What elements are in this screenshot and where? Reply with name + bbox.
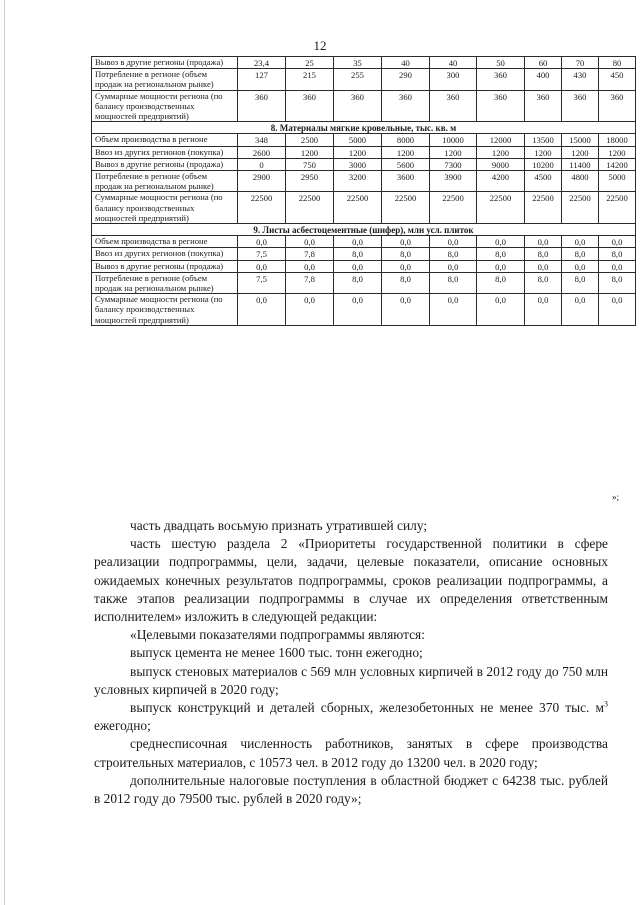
paragraph-2: часть шестую раздела 2 «Приоритеты государственной политики в сфере реализации подпрограммы, цели, задачи, целевые показатели, описание основных ожидаемых конечных результатов подпрограммы, сроков реализации подпрограммы, а также этапов реализации подпрограммы в случае их определения ответственным исполнителем» изложить в следующей редакции: xyxy=(94,536,608,625)
row-label: Потребление в регионе (объем продаж на региональном рынке) xyxy=(92,272,238,293)
table-cell: 22500 xyxy=(477,192,525,224)
table-cell: 3200 xyxy=(334,171,382,192)
table-row xyxy=(92,260,636,272)
cubic-superscript: 3 xyxy=(604,699,608,709)
table-cell: 22500 xyxy=(382,192,430,224)
table-cell: 0,0 xyxy=(562,294,599,326)
table-cell: 8,0 xyxy=(382,248,430,260)
table-cell: 22500 xyxy=(599,192,636,224)
scan-edge-line xyxy=(4,0,5,905)
table-cell: 9000 xyxy=(477,158,525,170)
table-cell: 0,0 xyxy=(477,260,525,272)
table-cell: 3600 xyxy=(382,171,430,192)
table-cell: 22500 xyxy=(286,192,334,224)
row-label: Ввоз из других регионов (покупка) xyxy=(92,146,238,158)
page-number: 12 xyxy=(313,38,327,53)
table-cell: 70 xyxy=(562,57,599,69)
table-row xyxy=(92,294,636,326)
table-cell: 0,0 xyxy=(334,260,382,272)
table-cell: 7,5 xyxy=(238,272,286,293)
paragraph-6: выпуск конструкций и деталей сборных, железобетонных не менее 370 тыс. $м^3$ ежегодно; xyxy=(94,699,608,734)
table-cell: 13500 xyxy=(525,134,562,146)
materials-balance-table xyxy=(91,56,636,326)
table-row xyxy=(92,146,636,158)
table-cell: 360 xyxy=(525,90,562,122)
table-cell: 360 xyxy=(286,90,334,122)
table-cell: 40 xyxy=(430,57,477,69)
row-label: Суммарные мощности региона (по балансу производственных мощностей предприятий) xyxy=(92,90,238,122)
table-cell: 23,4 xyxy=(238,57,286,69)
table-cell: 0,0 xyxy=(286,260,334,272)
table-cell: 0,0 xyxy=(525,294,562,326)
table-cell: 22500 xyxy=(525,192,562,224)
table-row xyxy=(92,57,636,69)
table-cell: 1200 xyxy=(334,146,382,158)
row-label: Вывоз в другие регионы (продажа) xyxy=(92,260,238,272)
table-cell: 0,0 xyxy=(525,260,562,272)
table-cell: 18000 xyxy=(599,134,636,146)
table-cell: 2600 xyxy=(238,146,286,158)
table-cell: 360 xyxy=(238,90,286,122)
section-title: 9. Листы асбестоцементные (шифер), млн усл. плиток xyxy=(92,224,636,236)
table-cell: 22500 xyxy=(430,192,477,224)
table-cell: 8,0 xyxy=(562,272,599,293)
table-cell: 0,0 xyxy=(599,236,636,248)
table-cell: 1200 xyxy=(286,146,334,158)
table-cell: 0,0 xyxy=(562,236,599,248)
table-cell: 1200 xyxy=(477,146,525,158)
table-row xyxy=(92,236,636,248)
table-cell: 40 xyxy=(382,57,430,69)
table-cell: 80 xyxy=(599,57,636,69)
table-row xyxy=(92,134,636,146)
table-row xyxy=(92,69,636,90)
table-cell: 7,8 xyxy=(286,248,334,260)
row-label: Вывоз в другие регионы (продажа) xyxy=(92,158,238,170)
table-cell: 35 xyxy=(334,57,382,69)
table-cell: 25 xyxy=(286,57,334,69)
paragraph-5: выпуск стеновых материалов с 569 млн условных кирпичей в 2012 году до 750 млн условных кирпичей в 2020 году; xyxy=(94,663,608,697)
table-cell: 60 xyxy=(525,57,562,69)
table-cell: 8,0 xyxy=(525,248,562,260)
table-cell: 8,0 xyxy=(430,248,477,260)
table-cell: 10200 xyxy=(525,158,562,170)
table-cell: 0,0 xyxy=(238,236,286,248)
table-cell: 0,0 xyxy=(599,294,636,326)
table-cell: 1200 xyxy=(382,146,430,158)
table-cell: 0,0 xyxy=(286,236,334,248)
table-cell: 750 xyxy=(286,158,334,170)
table-cell: 50 xyxy=(477,57,525,69)
table-cell: 4200 xyxy=(477,171,525,192)
table-row xyxy=(92,90,636,122)
table-row xyxy=(92,158,636,170)
table-cell: 8,0 xyxy=(477,248,525,260)
table-cell: 4800 xyxy=(562,171,599,192)
body-text xyxy=(94,517,608,808)
table-cell: 360 xyxy=(430,90,477,122)
table-cell: 7,8 xyxy=(286,272,334,293)
table-row xyxy=(92,171,636,192)
table-cell: 2950 xyxy=(286,171,334,192)
paragraph-4: выпуск цемента не менее 1600 тыс. тонн ежегодно; xyxy=(130,645,423,661)
table-cell: 14200 xyxy=(599,158,636,170)
table-cell: 0,0 xyxy=(382,294,430,326)
table-cell: 400 xyxy=(525,69,562,90)
table-cell: 300 xyxy=(430,69,477,90)
table-cell: 15000 xyxy=(562,134,599,146)
table-cell: 8,0 xyxy=(334,248,382,260)
row-label: Суммарные мощности региона (по балансу производственных мощностей предприятий) xyxy=(92,192,238,224)
table-cell: 2500 xyxy=(286,134,334,146)
table-cell: 8,0 xyxy=(334,272,382,293)
table-cell: 1200 xyxy=(525,146,562,158)
table-cell: 7300 xyxy=(430,158,477,170)
table-cell: 1200 xyxy=(430,146,477,158)
table-cell: 360 xyxy=(477,69,525,90)
table-cell: 5600 xyxy=(382,158,430,170)
table-row xyxy=(92,248,636,260)
table-cell: 5000 xyxy=(599,171,636,192)
table-cell: 430 xyxy=(562,69,599,90)
section-title: 8. Материалы мягкие кровельные, тыс. кв. м xyxy=(92,122,636,134)
table-cell: 2900 xyxy=(238,171,286,192)
closing-quote-mark: »; xyxy=(612,492,620,502)
table-cell: 360 xyxy=(599,90,636,122)
table-cell: 0,0 xyxy=(382,236,430,248)
table-cell: 11400 xyxy=(562,158,599,170)
row-label: Суммарные мощности региона (по балансу производственных мощностей предприятий) xyxy=(92,294,238,326)
table-cell: 360 xyxy=(382,90,430,122)
table-cell: 22500 xyxy=(562,192,599,224)
table-cell: 5000 xyxy=(334,134,382,146)
table-cell: 22500 xyxy=(238,192,286,224)
table-cell: 0,0 xyxy=(334,294,382,326)
paragraph-8: дополнительные налоговые поступления в областной бюджет с 64238 тыс. рублей в 2012 году до 79500 тыс. рублей в 2020 году»; xyxy=(94,772,608,807)
table-cell: 290 xyxy=(382,69,430,90)
table-cell: 22500 xyxy=(334,192,382,224)
table-cell: 0,0 xyxy=(238,294,286,326)
table-cell: 1200 xyxy=(562,146,599,158)
table-cell: 0,0 xyxy=(430,236,477,248)
table-cell: 0,0 xyxy=(430,260,477,272)
table-cell: 0,0 xyxy=(430,294,477,326)
table-cell: 8,0 xyxy=(430,272,477,293)
paragraph-3: «Целевыми показателями подпрограммы являются: xyxy=(130,627,425,643)
table-cell: 0,0 xyxy=(477,294,525,326)
table-cell: 8,0 xyxy=(477,272,525,293)
row-label: Потребление в регионе (объем продаж на региональном рынке) xyxy=(92,171,238,192)
table-cell: 8000 xyxy=(382,134,430,146)
row-label: Ввоз из других регионов (покупка) xyxy=(92,248,238,260)
row-label: Объем производства в регионе xyxy=(92,134,238,146)
table-cell: 0,0 xyxy=(562,260,599,272)
table-row xyxy=(92,272,636,293)
table-cell: 0 xyxy=(238,158,286,170)
row-label: Потребление в регионе (объем продаж на региональном рынке) xyxy=(92,69,238,90)
table-cell: 0,0 xyxy=(382,260,430,272)
table-cell: 0,0 xyxy=(525,236,562,248)
section-header-row xyxy=(92,224,636,236)
table-cell: 348 xyxy=(238,134,286,146)
table-cell: 3900 xyxy=(430,171,477,192)
table-cell: 4500 xyxy=(525,171,562,192)
row-label: Объем производства в регионе xyxy=(92,236,238,248)
table-cell: 8,0 xyxy=(525,272,562,293)
table-cell: 0,0 xyxy=(599,260,636,272)
table-cell: 215 xyxy=(286,69,334,90)
table-row xyxy=(92,192,636,224)
row-label: Вывоз в другие регионы (продажа) xyxy=(92,57,238,69)
table-cell: 7,5 xyxy=(238,248,286,260)
paragraph-7: среднесписочная численность работников, занятых в сфере производства строительных материалов, с 10573 чел. в 2012 году до 13200 чел. в 2020 году; xyxy=(94,736,608,770)
table-cell: 8,0 xyxy=(599,248,636,260)
paragraph-1: часть двадцать восьмую признать утратившей силу; xyxy=(130,518,428,533)
table-cell: 360 xyxy=(562,90,599,122)
table-cell: 12000 xyxy=(477,134,525,146)
table-cell: 450 xyxy=(599,69,636,90)
section-header-row xyxy=(92,122,636,134)
table-cell: 360 xyxy=(334,90,382,122)
table-cell: 0,0 xyxy=(286,294,334,326)
table-cell: 0,0 xyxy=(238,260,286,272)
table-cell: 0,0 xyxy=(477,236,525,248)
table-cell: 255 xyxy=(334,69,382,90)
table-cell: 360 xyxy=(477,90,525,122)
table-body xyxy=(92,57,636,326)
table-cell: 8,0 xyxy=(382,272,430,293)
table-cell: 127 xyxy=(238,69,286,90)
table-cell: 0,0 xyxy=(334,236,382,248)
table-cell: 8,0 xyxy=(562,248,599,260)
table-cell: 10000 xyxy=(430,134,477,146)
table-cell: 3000 xyxy=(334,158,382,170)
table-cell: 1200 xyxy=(599,146,636,158)
table-cell: 8,0 xyxy=(599,272,636,293)
